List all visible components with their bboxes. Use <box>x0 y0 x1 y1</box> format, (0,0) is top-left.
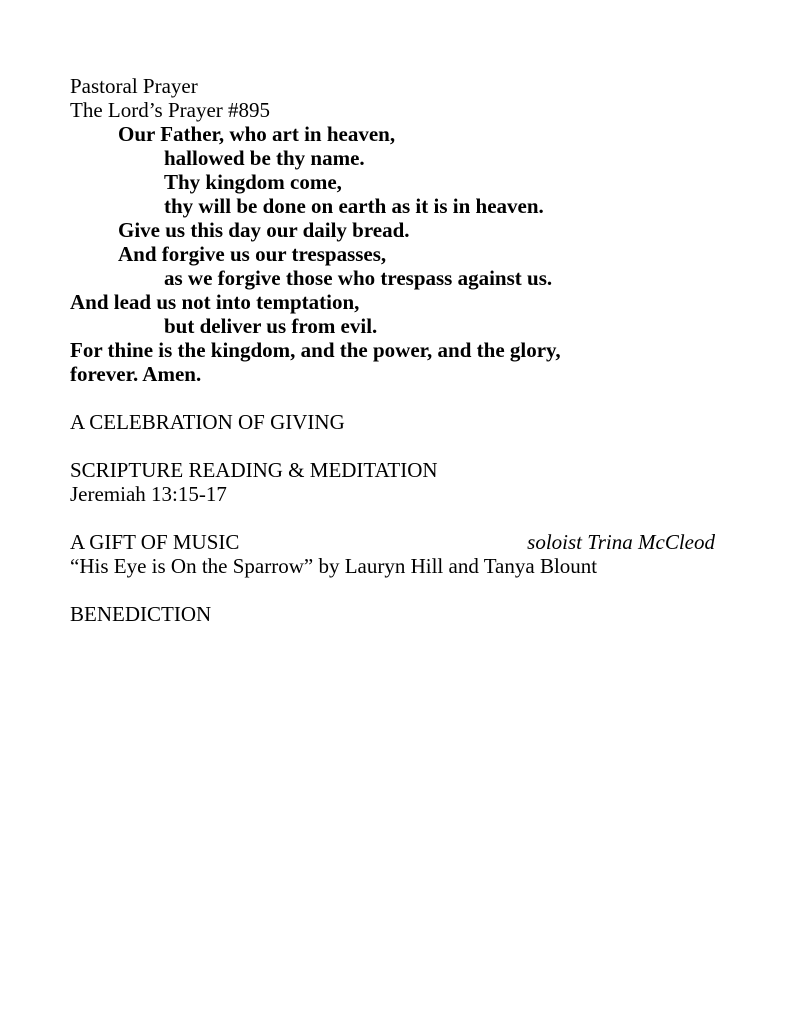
spacer <box>70 578 715 602</box>
prayer-line: And lead us not into temptation, <box>70 290 360 314</box>
pastoral-prayer-title: Pastoral Prayer <box>70 74 198 98</box>
prayer-line: And forgive us our trespasses, <box>118 242 387 266</box>
spacer <box>70 506 715 530</box>
prayer-line: but deliver us from evil. <box>164 314 378 338</box>
scripture-reference: Jeremiah 13:15-17 <box>70 482 227 506</box>
celebration-of-giving-heading: A CELEBRATION OF GIVING <box>70 410 345 434</box>
song-title-line: “His Eye is On the Sparrow” by Lauryn Hill and Tanya Blount <box>70 554 598 578</box>
prayer-line: Our Father, who art in heaven, <box>118 122 396 146</box>
prayer-line: Give us this day our daily bread. <box>118 218 410 242</box>
spacer <box>70 434 715 458</box>
benediction-heading: BENEDICTION <box>70 602 212 626</box>
prayer-line: as we forgive those who trespass against us. <box>164 266 553 290</box>
lords-prayer-hymn-line: The Lord’s Prayer #895 <box>70 98 271 122</box>
prayer-line: forever. Amen. <box>70 362 202 386</box>
prayer-line: hallowed be thy name. <box>164 146 365 170</box>
soloist-credit: soloist Trina McCleod <box>527 530 715 554</box>
prayer-line: thy will be done on earth as it is in heaven. <box>164 194 544 218</box>
prayer-line: For thine is the kingdom, and the power, and the glory, <box>70 338 561 362</box>
scripture-reading-heading: SCRIPTURE READING & MEDITATION <box>70 458 438 482</box>
spacer <box>70 386 715 410</box>
gift-of-music-heading: A GIFT OF MUSIC <box>70 530 240 554</box>
prayer-line: Thy kingdom come, <box>164 170 342 194</box>
gift-of-music-line <box>70 530 715 554</box>
